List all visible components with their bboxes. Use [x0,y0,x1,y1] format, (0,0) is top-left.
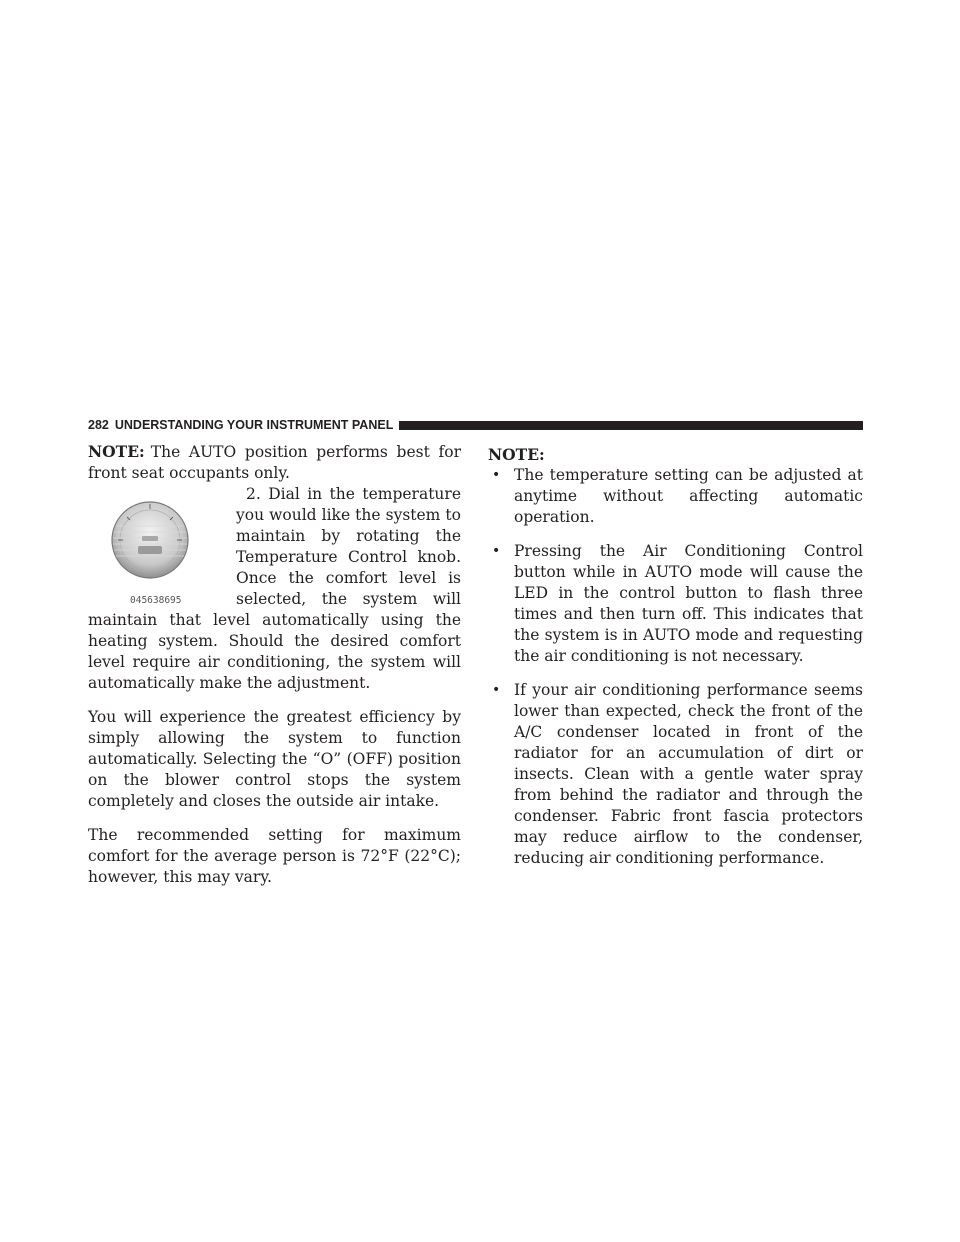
bullet-text: The temperature setting can be adjusted at anytime without affecting automatic operation. [514,466,863,526]
page-number: 282 [88,418,109,432]
page-header [88,418,863,432]
bullet-text: If your air conditioning performance seems lower than expected, check the front of the A/C condenser located in front of the radiator for an accumulation of dirt or insects. Clean with a gentle water spray from behind the radiator and through the condenser. Fabric front fascia protectors may reduce airflow to the condenser, reducing air conditioning performance. [514,681,863,867]
bullet-icon: • [492,467,501,483]
bullet-icon: • [492,543,501,559]
section-title: UNDERSTANDING YOUR INSTRUMENT PANEL [114,418,394,432]
right-column [488,441,863,882]
bullet-icon: • [492,682,501,698]
left-column [88,441,461,888]
bullet-text: Pressing the Air Conditioning Control button while in AUTO mode will cause the LED in the control button to flash three times and then turn off. This indicates that the system is in AUTO mode and requesting the air conditioning is not necessary. [514,542,863,665]
temperature-control-knob-icon [110,496,190,586]
header-rule [399,421,863,430]
temperature-control-knob-figure [110,496,228,608]
list-item [488,465,863,528]
list-item [488,680,863,869]
efficiency-paragraph: You will experience the greatest efficiency by simply allowing the system to function automatically. Selecting the “O” (OFF) position on the blower control stops the system completely and closes the outside air intake. [88,708,461,810]
note-bullet-list [488,465,863,869]
list-item [488,541,863,667]
recommended-setting-paragraph: The recommended setting for maximum comfort for the average person is 72°F (22°C); however, this may vary. [88,826,461,886]
note-heading: NOTE: [488,445,545,464]
note-label: NOTE: [88,442,145,461]
figure-code: 045638695 [130,595,182,606]
note-text: The AUTO position performs best for front seat occupants only. [88,443,461,482]
step-2-text: 2. Dial in the temperature you would like the system to maintain by rotating the Temperature Control knob. Once the comfort level is selected, the system will maintain that level automatically using the heating system. Should the desired comfort level require air conditioning, the system will automatically make the adjustment. [88,485,461,692]
note-paragraph [88,441,461,484]
